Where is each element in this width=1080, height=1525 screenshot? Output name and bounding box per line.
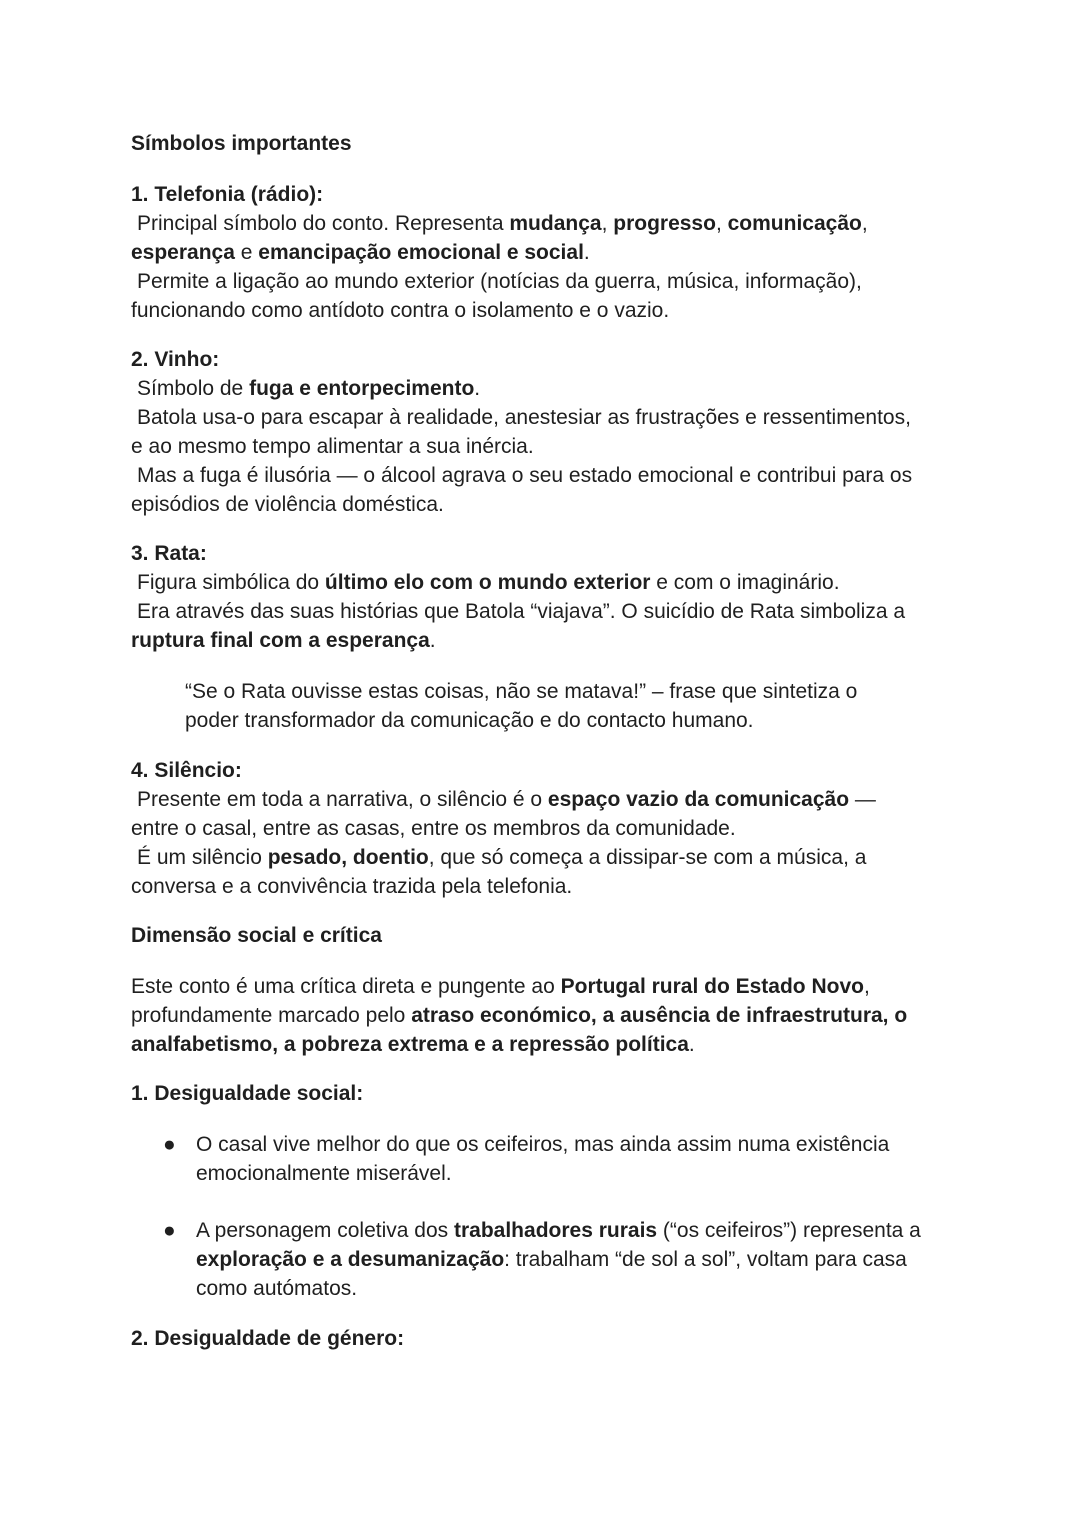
text-line: analfabetismo, a pobreza extrema e a repressão política. [131,1033,695,1056]
text-line: funcionando como antídoto contra o isolamento e o vazio. [131,299,670,322]
section-title: Símbolos importantes [131,132,352,155]
subsection-heading: 2. Desigualdade de género: [131,1327,405,1350]
text-line: emocionalmente miserável. [196,1162,452,1185]
text-line: É um silêncio pesado, doentio, que só começa a dissipar-se com a música, a [137,846,867,869]
text-line: profundamente marcado pelo atraso económico, a ausência de infraestrutura, o [131,1004,908,1027]
text-line: entre o casal, entre as casas, entre os membros da comunidade. [131,817,736,840]
subsection-heading: 1. Desigualdade social: [131,1082,364,1105]
item-heading: 2. Vinho: [131,348,220,371]
paragraph [131,972,961,1059]
text-line: Mas a fuga é ilusória — o álcool agrava o seu estado emocional e contribui para os [137,464,913,487]
section-title: Dimensão social e crítica [131,924,382,947]
paragraph [131,785,961,901]
text-line: esperança e emancipação emocional e social. [131,241,590,264]
text-line: Permite a ligação ao mundo exterior (notícias da guerra, música, informação), [137,270,862,293]
list-item [163,1130,961,1188]
text-line: O casal vive melhor do que os ceifeiros, mas ainda assim numa existência [196,1133,890,1156]
text-line: conversa e a convivência trazida pela telefonia. [131,875,573,898]
quote-line: “Se o Rata ouvisse estas coisas, não se matava!” – frase que sintetiza o [185,680,858,703]
text-line: Batola usa-o para escapar à realidade, anestesiar as frustrações e ressentimentos, [137,406,911,429]
text-line: Era através das suas histórias que Batola “viajava”. O suicídio de Rata simboliza a [137,600,906,623]
text-line: A personagem coletiva dos trabalhadores rurais (“os ceifeiros”) representa a [196,1219,921,1242]
text-line: Principal símbolo do conto. Representa mudança, progresso, comunicação, [137,212,868,235]
text-line: ruptura final com a esperança. [131,629,436,652]
text-line: exploração e a desumanização: trabalham “de sol a sol”, voltam para casa [196,1248,907,1271]
text-line: e ao mesmo tempo alimentar a sua inércia. [131,435,534,458]
text-line: Símbolo de fuga e entorpecimento. [137,377,481,400]
bullet-icon: ● [163,1219,176,1242]
item-heading: 4. Silêncio: [131,759,242,782]
text-line: Presente em toda a narrativa, o silêncio é o espaço vazio da comunicação — [137,788,876,811]
item-heading: 1. Telefonia (rádio): [131,183,324,206]
text-line: Figura simbólica do último elo com o mundo exterior e com o imaginário. [137,571,840,594]
text-line: Este conto é uma crítica direta e pungente ao Portugal rural do Estado Novo, [131,975,870,998]
text-line: como autómatos. [196,1277,358,1300]
quote-block [185,677,905,735]
text-line: episódios de violência doméstica. [131,493,444,516]
list-item [163,1216,961,1303]
item-heading: 3. Rata: [131,542,207,565]
bullet-icon: ● [163,1133,176,1156]
paragraph [131,374,961,519]
paragraph [131,209,961,325]
quote-line: poder transformador da comunicação e do contacto humano. [185,709,754,732]
paragraph [131,568,961,655]
